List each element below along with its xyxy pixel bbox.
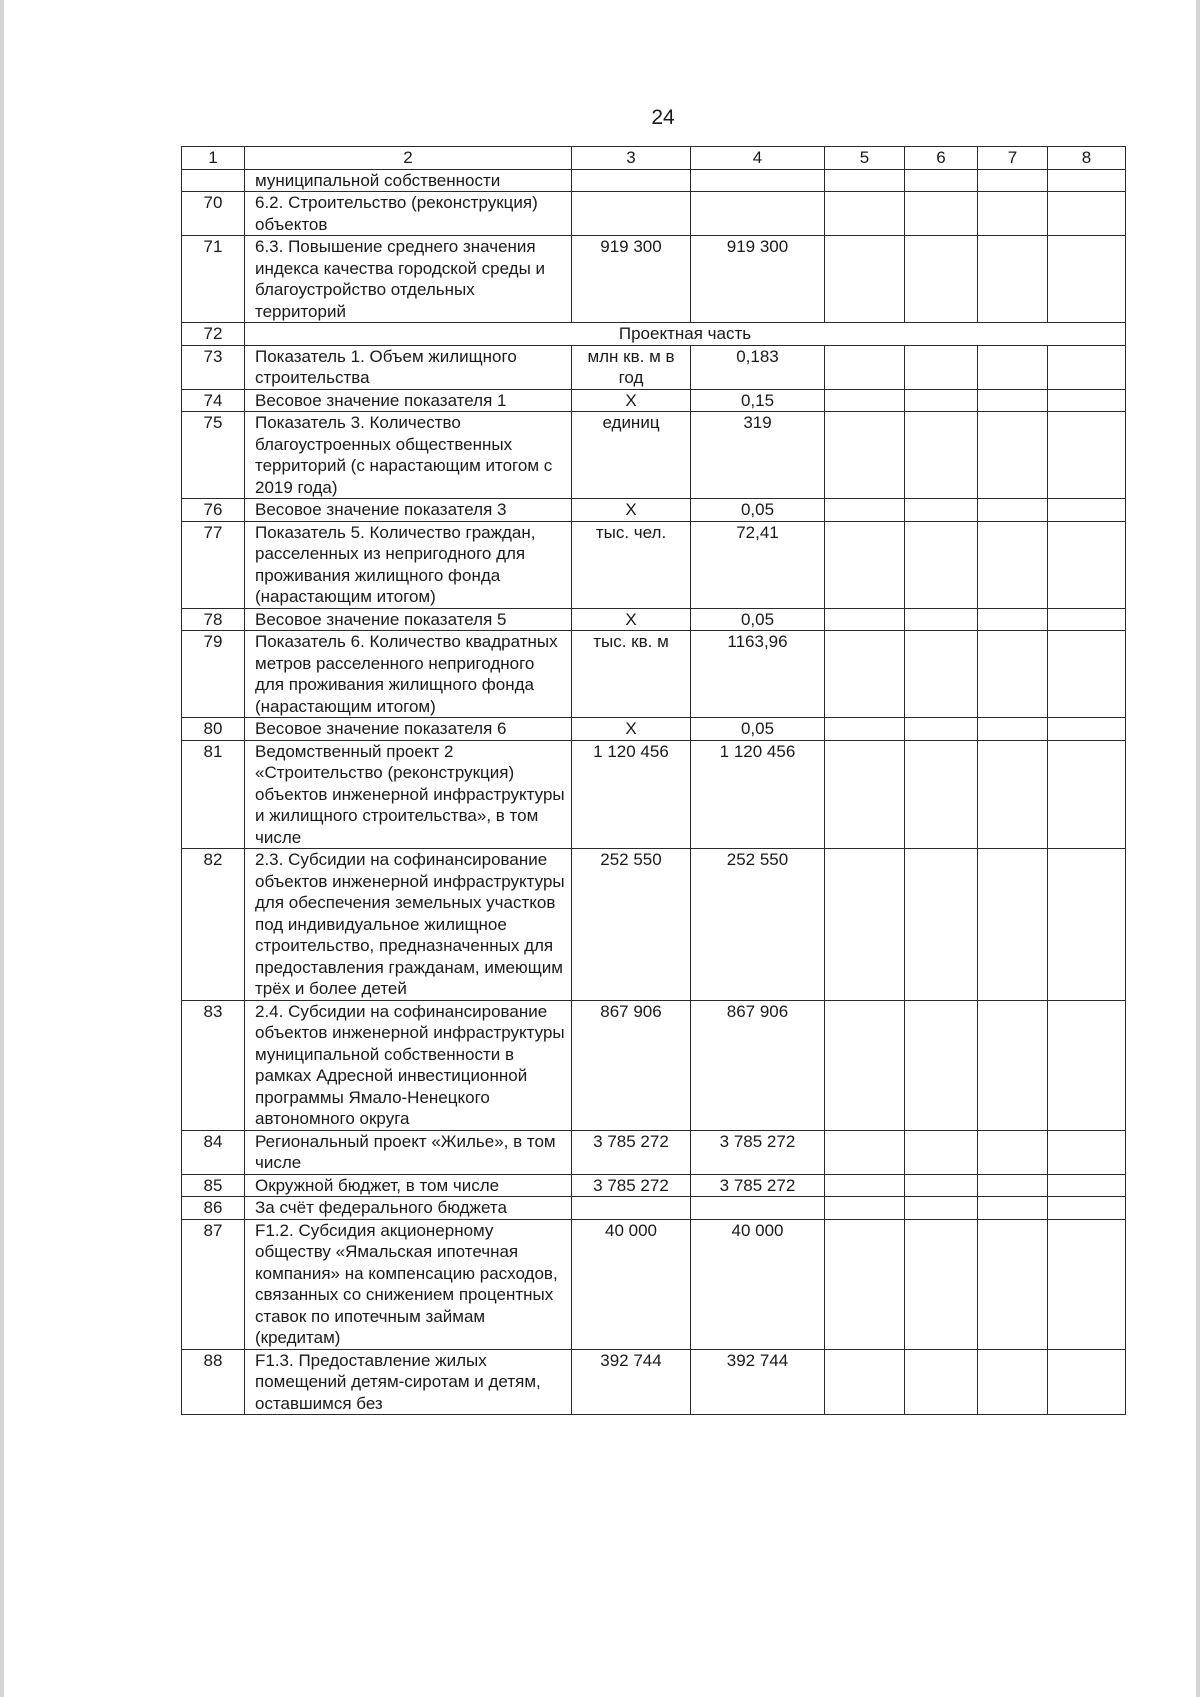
empty-cell bbox=[905, 345, 978, 389]
table-row bbox=[182, 1197, 1126, 1220]
value-cell: 3 785 272 bbox=[691, 1130, 825, 1174]
empty-cell bbox=[905, 192, 978, 236]
empty-cell bbox=[905, 608, 978, 631]
header-row bbox=[182, 147, 1126, 170]
empty-cell bbox=[825, 849, 905, 1001]
empty-cell bbox=[825, 1219, 905, 1349]
value-cell: 1 120 456 bbox=[691, 740, 825, 849]
row-name: Весовое значение показателя 5 bbox=[245, 608, 572, 631]
unit-cell: 919 300 bbox=[572, 236, 691, 323]
table-row bbox=[182, 521, 1126, 608]
row-number: 74 bbox=[182, 389, 245, 412]
empty-cell bbox=[825, 389, 905, 412]
row-name: Весовое значение показателя 3 bbox=[245, 499, 572, 522]
row-number: 80 bbox=[182, 718, 245, 741]
row-name: 6.3. Повышение среднего значения индекса качества городской среды и благоустройство отдельных территорий bbox=[245, 236, 572, 323]
unit-cell: тыс. чел. bbox=[572, 521, 691, 608]
table-row bbox=[182, 345, 1126, 389]
empty-cell bbox=[905, 499, 978, 522]
unit-cell: тыс. кв. м bbox=[572, 631, 691, 718]
empty-cell bbox=[1048, 389, 1126, 412]
empty-cell bbox=[978, 1219, 1048, 1349]
section-title: Проектная часть bbox=[245, 323, 1126, 346]
empty-cell bbox=[978, 718, 1048, 741]
value-cell: 1163,96 bbox=[691, 631, 825, 718]
row-name: Показатель 5. Количество граждан, расселенных из непригодного для проживания жилищного фонда (нарастающим итогом) bbox=[245, 521, 572, 608]
page-number: 24 bbox=[651, 106, 675, 129]
row-name: Весовое значение показателя 6 bbox=[245, 718, 572, 741]
empty-cell bbox=[905, 521, 978, 608]
value-cell: 252 550 bbox=[691, 849, 825, 1001]
empty-cell bbox=[905, 236, 978, 323]
empty-cell bbox=[1048, 345, 1126, 389]
header-cell: 1 bbox=[182, 147, 245, 170]
row-name: За счёт федерального бюджета bbox=[245, 1197, 572, 1220]
row-number: 71 bbox=[182, 236, 245, 323]
empty-cell bbox=[825, 521, 905, 608]
header-cell: 2 bbox=[245, 147, 572, 170]
empty-cell bbox=[1048, 1174, 1126, 1197]
empty-cell bbox=[825, 345, 905, 389]
header-cell: 6 bbox=[905, 147, 978, 170]
empty-cell bbox=[978, 192, 1048, 236]
value-cell bbox=[691, 169, 825, 192]
table-row bbox=[182, 323, 1126, 346]
value-cell: 0,05 bbox=[691, 608, 825, 631]
empty-cell bbox=[825, 192, 905, 236]
value-cell: 867 906 bbox=[691, 1000, 825, 1130]
empty-cell bbox=[905, 718, 978, 741]
empty-cell bbox=[905, 389, 978, 412]
unit-cell: 40 000 bbox=[572, 1219, 691, 1349]
value-cell: 0,05 bbox=[691, 499, 825, 522]
row-number: 72 bbox=[182, 323, 245, 346]
row-number: 86 bbox=[182, 1197, 245, 1220]
empty-cell bbox=[1048, 718, 1126, 741]
table-row bbox=[182, 1130, 1126, 1174]
table-row bbox=[182, 608, 1126, 631]
empty-cell bbox=[978, 631, 1048, 718]
row-number: 78 bbox=[182, 608, 245, 631]
value-cell: 0,05 bbox=[691, 718, 825, 741]
unit-cell: 3 785 272 bbox=[572, 1130, 691, 1174]
empty-cell bbox=[825, 412, 905, 499]
empty-cell bbox=[978, 1174, 1048, 1197]
unit-cell: единиц bbox=[572, 412, 691, 499]
table-row bbox=[182, 389, 1126, 412]
header-cell: 4 bbox=[691, 147, 825, 170]
row-number bbox=[182, 169, 245, 192]
empty-cell bbox=[905, 1174, 978, 1197]
empty-cell bbox=[978, 345, 1048, 389]
row-number: 76 bbox=[182, 499, 245, 522]
empty-cell bbox=[1048, 1000, 1126, 1130]
row-name: муниципальной собственности bbox=[245, 169, 572, 192]
unit-cell bbox=[572, 192, 691, 236]
empty-cell bbox=[1048, 608, 1126, 631]
unit-cell: Х bbox=[572, 499, 691, 522]
unit-cell: Х bbox=[572, 718, 691, 741]
header-cell: 8 bbox=[1048, 147, 1126, 170]
empty-cell bbox=[978, 1349, 1048, 1415]
row-number: 83 bbox=[182, 1000, 245, 1130]
empty-cell bbox=[1048, 412, 1126, 499]
table-row bbox=[182, 631, 1126, 718]
value-cell: 0,15 bbox=[691, 389, 825, 412]
empty-cell bbox=[905, 169, 978, 192]
value-cell: 319 bbox=[691, 412, 825, 499]
row-number: 85 bbox=[182, 1174, 245, 1197]
value-cell: 72,41 bbox=[691, 521, 825, 608]
empty-cell bbox=[978, 849, 1048, 1001]
value-cell bbox=[691, 192, 825, 236]
empty-cell bbox=[978, 521, 1048, 608]
row-number: 87 bbox=[182, 1219, 245, 1349]
empty-cell bbox=[825, 499, 905, 522]
table-row bbox=[182, 1174, 1126, 1197]
table-row bbox=[182, 499, 1126, 522]
empty-cell bbox=[978, 1130, 1048, 1174]
empty-cell bbox=[1048, 1130, 1126, 1174]
row-name: Региональный проект «Жилье», в том числе bbox=[245, 1130, 572, 1174]
empty-cell bbox=[978, 412, 1048, 499]
empty-cell bbox=[825, 1197, 905, 1220]
empty-cell bbox=[905, 1349, 978, 1415]
unit-cell: млн кв. м в год bbox=[572, 345, 691, 389]
value-cell: 919 300 bbox=[691, 236, 825, 323]
unit-cell: Х bbox=[572, 608, 691, 631]
empty-cell bbox=[1048, 521, 1126, 608]
table-row bbox=[182, 1349, 1126, 1415]
empty-cell bbox=[978, 1000, 1048, 1130]
empty-cell bbox=[1048, 499, 1126, 522]
empty-cell bbox=[825, 169, 905, 192]
row-name: F1.2. Субсидия акционерному обществу «Ямальская ипотечная компания» на компенсацию расходов, связанных со снижением процентных ставок по ипотечным займам (кредитам) bbox=[245, 1219, 572, 1349]
empty-cell bbox=[978, 1197, 1048, 1220]
row-number: 82 bbox=[182, 849, 245, 1001]
row-number: 73 bbox=[182, 345, 245, 389]
table-row bbox=[182, 718, 1126, 741]
row-name: F1.3. Предоставление жилых помещений детям-сиротам и детям, оставшимся без bbox=[245, 1349, 572, 1415]
empty-cell bbox=[825, 718, 905, 741]
unit-cell: Х bbox=[572, 389, 691, 412]
empty-cell bbox=[825, 740, 905, 849]
empty-cell bbox=[905, 740, 978, 849]
header-cell: 5 bbox=[825, 147, 905, 170]
empty-cell bbox=[1048, 631, 1126, 718]
row-name: Показатель 3. Количество благоустроенных общественных территорий (с нарастающим итогом с 2019 года) bbox=[245, 412, 572, 499]
empty-cell bbox=[1048, 849, 1126, 1001]
unit-cell: 392 744 bbox=[572, 1349, 691, 1415]
value-cell: 392 744 bbox=[691, 1349, 825, 1415]
value-cell: 3 785 272 bbox=[691, 1174, 825, 1197]
empty-cell bbox=[1048, 1349, 1126, 1415]
value-cell: 0,183 bbox=[691, 345, 825, 389]
empty-cell bbox=[825, 236, 905, 323]
row-name: Весовое значение показателя 1 bbox=[245, 389, 572, 412]
row-name: Показатель 1. Объем жилищного строительства bbox=[245, 345, 572, 389]
empty-cell bbox=[825, 1349, 905, 1415]
row-name: 2.4. Субсидии на софинансирование объектов инженерной инфраструктуры муниципальной собственности в рамках Адресной инвестиционной программы Ямало-Ненецкого автономного округа bbox=[245, 1000, 572, 1130]
row-name: Окружной бюджет, в том числе bbox=[245, 1174, 572, 1197]
empty-cell bbox=[905, 412, 978, 499]
empty-cell bbox=[1048, 192, 1126, 236]
unit-cell bbox=[572, 1197, 691, 1220]
empty-cell bbox=[978, 389, 1048, 412]
row-number: 88 bbox=[182, 1349, 245, 1415]
empty-cell bbox=[905, 1219, 978, 1349]
empty-cell bbox=[905, 1000, 978, 1130]
value-cell: 40 000 bbox=[691, 1219, 825, 1349]
document-page bbox=[4, 0, 1196, 1697]
empty-cell bbox=[978, 169, 1048, 192]
table-row bbox=[182, 236, 1126, 323]
header-cell: 7 bbox=[978, 147, 1048, 170]
table-row bbox=[182, 169, 1126, 192]
row-name: Ведомственный проект 2 «Строительство (реконструкция) объектов инженерной инфраструктуры и жилищного строительства», в том числе bbox=[245, 740, 572, 849]
empty-cell bbox=[978, 499, 1048, 522]
header-cell: 3 bbox=[572, 147, 691, 170]
row-number: 70 bbox=[182, 192, 245, 236]
empty-cell bbox=[825, 631, 905, 718]
value-cell bbox=[691, 1197, 825, 1220]
empty-cell bbox=[1048, 740, 1126, 849]
empty-cell bbox=[1048, 169, 1126, 192]
table-row bbox=[182, 740, 1126, 849]
empty-cell bbox=[1048, 1219, 1126, 1349]
empty-cell bbox=[825, 1130, 905, 1174]
empty-cell bbox=[825, 1174, 905, 1197]
table-row bbox=[182, 1000, 1126, 1130]
empty-cell bbox=[905, 631, 978, 718]
unit-cell: 1 120 456 bbox=[572, 740, 691, 849]
empty-cell bbox=[825, 1000, 905, 1130]
empty-cell bbox=[825, 608, 905, 631]
table-row bbox=[182, 412, 1126, 499]
budget-table bbox=[181, 146, 1126, 1415]
table-row bbox=[182, 192, 1126, 236]
row-number: 77 bbox=[182, 521, 245, 608]
row-number: 81 bbox=[182, 740, 245, 849]
empty-cell bbox=[1048, 236, 1126, 323]
unit-cell: 3 785 272 bbox=[572, 1174, 691, 1197]
empty-cell bbox=[905, 849, 978, 1001]
row-name: Показатель 6. Количество квадратных метров расселенного непригодного для проживания жилищного фонда (нарастающим итогом) bbox=[245, 631, 572, 718]
empty-cell bbox=[905, 1197, 978, 1220]
empty-cell bbox=[1048, 1197, 1126, 1220]
empty-cell bbox=[978, 740, 1048, 849]
unit-cell: 252 550 bbox=[572, 849, 691, 1001]
row-name: 6.2. Строительство (реконструкция) объектов bbox=[245, 192, 572, 236]
unit-cell: 867 906 bbox=[572, 1000, 691, 1130]
empty-cell bbox=[905, 1130, 978, 1174]
row-number: 84 bbox=[182, 1130, 245, 1174]
empty-cell bbox=[978, 236, 1048, 323]
row-name: 2.3. Субсидии на софинансирование объектов инженерной инфраструктуры для обеспечения земельных участков под индивидуальное жилищное строительство, предназначенных для предоставления гражданам, имеющим трёх и более детей bbox=[245, 849, 572, 1001]
row-number: 79 bbox=[182, 631, 245, 718]
table-row bbox=[182, 849, 1126, 1001]
row-number: 75 bbox=[182, 412, 245, 499]
table-row bbox=[182, 1219, 1126, 1349]
unit-cell bbox=[572, 169, 691, 192]
empty-cell bbox=[978, 608, 1048, 631]
